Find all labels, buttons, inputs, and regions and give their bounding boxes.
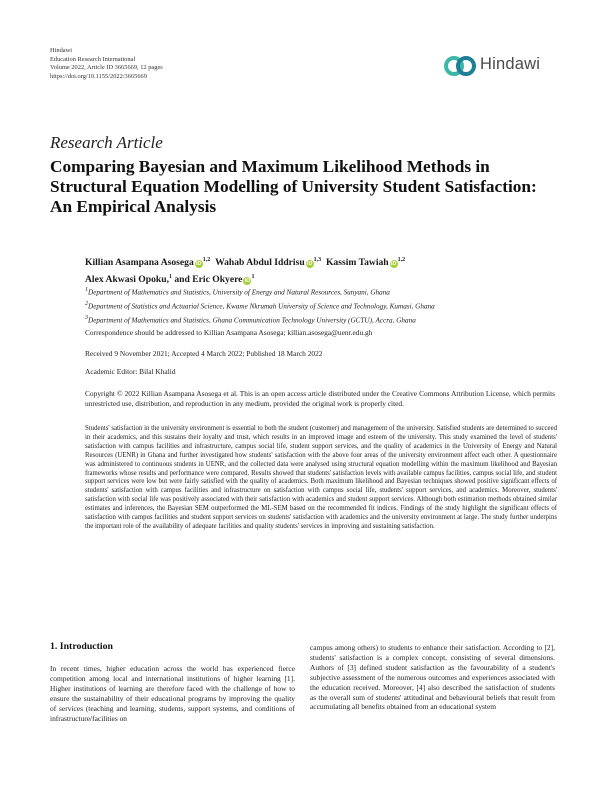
intro-right-column: campus among others) to students to enhance their satisfaction. According to [2], students' satisfaction is a complex concept, consisting of several dimensions. Authors of [3] defined student satisfaction as the favourability of a student's subjective assessment of the numerous outcomes and experiences associated with the education received. Moreover, [4] also described the satisfaction of students as the overall sum of students' attitudinal and behavioural beliefs that result from accumulating all benefits obtained from an educational system	[310, 643, 555, 712]
author-affil: 1,3	[313, 257, 322, 263]
orcid-icon[interactable]: iD	[244, 278, 251, 285]
volume-info: Volume 2022, Article ID 3665669, 12 pages	[50, 64, 163, 72]
author-affil: 1,2	[202, 257, 211, 263]
affiliation-item: $^3$Department of Mathematics and Statistics, Ghana Communication Technology University (GCTU), Accra, Ghana	[85, 314, 416, 325]
affiliation-item: $^1$Department of Mathematics and Statistics, University of Energy and Natural Resources, Sunyani, Ghana	[85, 287, 390, 297]
author-affil: 1	[251, 274, 255, 281]
author-list	[85, 253, 565, 287]
orcid-icon[interactable]: iD	[390, 261, 397, 268]
journal-header	[50, 47, 163, 82]
author-affil: 1	[168, 274, 172, 281]
article-type: Research Article	[50, 133, 163, 152]
orcid-icon[interactable]: iD	[196, 261, 202, 268]
author-name[interactable]: Killian Asampana Asosega	[85, 257, 194, 269]
author-affil: 1,2	[397, 257, 406, 263]
author-name[interactable]: Eric Okyere	[192, 274, 243, 286]
author-name[interactable]: Kassim Tawiah	[325, 257, 389, 269]
abstract: Students' satisfaction in the university environment is essential to both the student (customer) and management of the university. Satisfied students are determined to succeed in their academics, and this sustains their loyalty and trust, which results in an improved image and esteem of the university. This study examined the level of students' satisfaction with campus facilities and infrastructure, campus social life, student support services, and the quality of academics in the University of Energy and Natural Resources (UENR) in Ghana and further investigated how students' satisfaction with the above four areas of the university environment affect each other. A questionnaire was administered to continuous students in UENR, and the collected data were analysed using structural equation modelling within the maximum likelihood and Bayesian frameworks whose results and performance were compared. Results showed that students' satisfaction levels with available campus facilities, campus social life, and student support services were low but were fairly satisfied with the quality of academics. Both maximum likelihood and Bayesian techniques showed positive significant effects of students' satisfaction with campus facilities and infrastructure on satisfaction with campus social life, students' support services, and academics. Moreover, students' satisfaction with social life was positively associated with their satisfaction with academics and student support services. Although both estimation methods obtained similar estimates and inferences, the Bayesian SEM outperformed the ML-SEM based on the recommended fit indices. Findings of the study highlight the significant effects of satisfaction with campus facilities and student support services on students' satisfaction with academics and the university environment at large. The study further underpins the important role of the availability of adequate facilities and quality students' services in improving and sustaining satisfaction.	[85, 425, 557, 530]
copyright-notice: Copyright © 2022 Killian Asampana Asosega et al. This is an open access article distributed under the Creative Commons Attribution License, which permits unrestricted use, distribution, and reproduction in any medium, provided the original work is properly cited.	[85, 389, 555, 408]
intro-left-column: In recent times, higher education across the world has experienced fierce competition among local and international institutions of higher learning [1]. Higher institutions of learning are therefore faced with the challenge of how to ensure the sustainability of their educational programs by improving the quality of services (teaching and learning, students, support systems, and conditions of infrastructure/facilities on	[50, 664, 295, 723]
authors-and: and	[174, 274, 190, 286]
journal-name: Education Research International	[50, 55, 136, 63]
author-line-1	[85, 253, 565, 270]
publisher-name: Hindawi	[50, 47, 73, 54]
correspondence: Correspondence should be addressed to Killian Asampana Asosega; killian.asosega@uenr.edu.gh	[85, 328, 373, 337]
section-heading: 1. Introduction	[50, 641, 113, 652]
hindawi-logo-text: Hindawi	[480, 55, 541, 73]
academic-editor: Academic Editor: Bilal Khalid	[85, 367, 176, 376]
affiliation-item: $^2$Department of Statistics and Actuarial Science, Kwame Nkrumah University of Science and Technology, Kumasi, Ghana	[85, 300, 435, 311]
author-name[interactable]: Alex Akwasi Opoku,	[85, 274, 169, 286]
publication-dates: Received 9 November 2021; Accepted 4 March 2022; Published 18 March 2022	[85, 349, 323, 358]
article-title: Comparing Bayesian and Maximum Likelihood Methods in Structural Equation Modelling of University Student Satisfaction: An Empirical Analysis	[50, 157, 537, 216]
orcid-icon[interactable]: iD	[306, 261, 313, 268]
doi-link[interactable]: https://doi.org/10.1155/2022/3665669	[50, 73, 147, 81]
author-name[interactable]: Wahab Abdul Iddrisu	[215, 257, 305, 269]
affiliations	[85, 285, 435, 327]
